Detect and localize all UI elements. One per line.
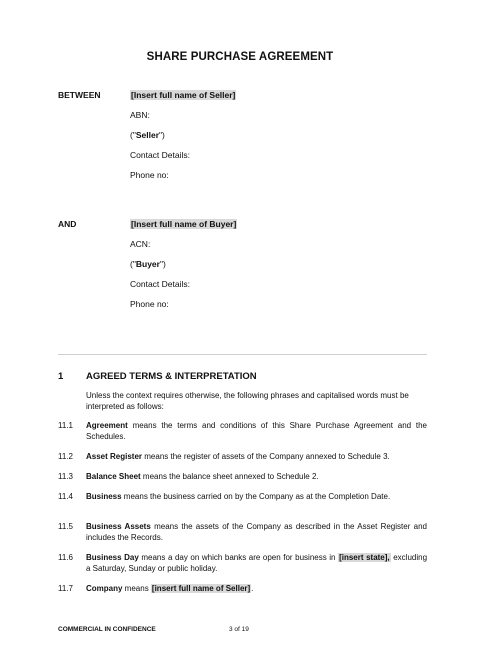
clause-term: Agreement [86, 421, 128, 430]
seller-role: Seller [135, 130, 160, 140]
buyer-party-label: AND [58, 219, 77, 229]
seller-role-close: ") [159, 130, 165, 140]
seller-name-placeholder[interactable]: [Insert full name of Seller] [131, 90, 236, 100]
clause-number: 11.2 [58, 452, 73, 461]
clause-definition: means the balance sheet annexed to Schedule 2. [140, 472, 319, 481]
clause-text [86, 522, 427, 543]
buyer-acn-label: ACN: [130, 239, 151, 249]
clause-term: Business [86, 492, 122, 501]
clause-term: Asset Register [86, 452, 143, 461]
clause-definition: means a day on which banks are open for business in [138, 553, 339, 562]
section-title: AGREED TERMS & INTERPRETATION [86, 371, 257, 382]
clause-definition: means the assets of the Company as described in the Asset Register and includes the Records. [86, 522, 428, 542]
seller-party-label: BETWEEN [58, 90, 101, 100]
buyer-name-placeholder[interactable]: [Insert full name of Buyer] [131, 219, 237, 229]
clause-text [86, 472, 427, 483]
clause-text [86, 584, 427, 595]
buyer-role-open: (" [130, 259, 136, 269]
clause-term: Company [86, 584, 123, 593]
seller-abn-label: ABN: [130, 110, 150, 120]
footer-confidentiality: COMMERCIAL IN CONFIDENCE [58, 626, 156, 633]
seller-role-line [130, 130, 165, 140]
clause-number: 11.5 [58, 522, 73, 531]
seller-name-line [130, 90, 236, 100]
clause-term: Business Day [86, 553, 139, 562]
buyer-role-line [130, 259, 166, 269]
buyer-role-close: ") [159, 259, 166, 269]
buyer-phone-label: Phone no: [130, 299, 169, 309]
clause-definition: means the business carried on by the Company as at the Completion Date. [121, 492, 391, 501]
clause-number: 11.1 [58, 421, 73, 430]
buyer-contact-label: Contact Details: [130, 279, 190, 289]
section-number: 1 [58, 371, 64, 382]
seller-contact-label: Contact Details: [130, 150, 190, 160]
clause-text [86, 492, 427, 503]
seller-phone-label: Phone no: [130, 170, 169, 180]
clause-definition: means the terms and conditions of this Share Purchase Agreement and the Schedules. [86, 421, 427, 441]
footer-page-number: 3 of 19 [229, 626, 249, 633]
clause-definition: means the register of assets of the Company annexed to Schedule 3. [142, 452, 390, 461]
clause-number: 11.7 [58, 584, 73, 593]
clause-text [86, 421, 427, 442]
company-name-placeholder[interactable]: [insert full name of Seller] [151, 584, 251, 593]
clause-term: Business Assets [86, 522, 151, 531]
section-divider [58, 354, 427, 355]
clause-number: 11.3 [58, 472, 73, 481]
clause-definition-tail: excluding a Saturday, Sunday or public holiday. [86, 553, 428, 573]
buyer-name-line [130, 219, 237, 229]
clause-definition: means [122, 584, 151, 593]
buyer-role: Buyer [135, 259, 160, 269]
clause-term: Balance Sheet [86, 472, 141, 481]
section-intro: Unless the context requires otherwise, the following phrases and capitalised words must be interpreted as follows: [86, 391, 409, 411]
seller-role-open: (" [130, 130, 136, 140]
clause-definition-tail: . [251, 584, 254, 593]
clause-number: 11.6 [58, 553, 73, 562]
clause-text [86, 553, 427, 574]
state-placeholder[interactable]: [insert state], [339, 553, 390, 562]
clause-text [86, 452, 427, 463]
document-title: SHARE PURCHASE AGREEMENT [146, 51, 334, 63]
clause-number: 11.4 [58, 492, 73, 501]
